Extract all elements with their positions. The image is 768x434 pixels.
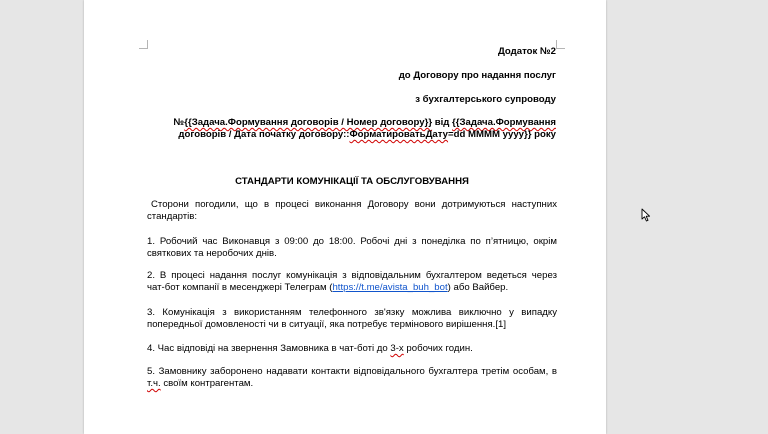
intro-line-2: стандартів: [147,211,198,222]
item-2-text-start: чат-бот компанії в месенджері Телеграм ( [147,282,333,293]
appendix-heading: Додаток №2 [497,46,556,57]
intro-text: Сторони погодили, що в процесі виконання Договору вони дотримуються наступних [151,199,557,210]
from-word: від [432,117,453,128]
document-title: СТАНДАРТИ КОМУНІКАЦІЇ ТА ОБСЛУГОВУВАННЯ [235,176,469,187]
contract-date-field-start: {{Задача.Формування [452,117,556,128]
contract-reference: до Договору про надання послуг [398,70,556,81]
item-5-line-1: 5. Замовнику заборонено надавати контакти відповідального бухгалтера третім особам, в [147,366,557,377]
item-2-line-2 [147,282,557,294]
document-page[interactable] [84,0,606,434]
margin-corner-top-right [556,40,565,49]
support-reference: з бухгалтерського супроводу [415,94,556,105]
item-3-line-2: попередньої домовленості чи в ситуації, яка потребує термінового вирішення.[1] [147,319,507,330]
telegram-bot-link[interactable]: https://t.me/avista_buh_bot [332,282,448,293]
year-word: року [531,129,556,140]
item-2-text-end: ) або Вайбер. [447,282,509,293]
number-prefix: № [173,117,185,128]
date-format-function: ФорматироватьДату [349,129,449,140]
item-4-line [147,343,557,355]
intro-line-1 [147,199,557,211]
item-4-text-start: 4. Час відповіді на звернення Замовника в чат-боті до [147,343,391,354]
margin-corner-top-left [139,40,148,49]
contract-date-line [178,129,556,141]
item-5-line-2 [147,378,557,390]
contract-number-line [174,117,556,129]
item-4-text-end: робочих годин. [403,343,473,354]
item-2-line-1: 2. В процесі надання послуг комунікація з відповідальним бухгалтером ведеться через [147,270,557,281]
item-5-abbreviation: т.ч. [147,378,161,389]
contract-date-field-middle: договорів / Дата початку договору:: [178,129,350,140]
item-3-line-1: 3. Комунікація з використанням телефонного зв'язку можлива виключно у випадку [147,307,557,318]
item-4-hours: 3-х [390,343,404,354]
mouse-pointer-icon [641,208,651,222]
item-1-line-1: 1. Робочий час Виконавця з 09:00 до 18:00. Робочі дні з понеділка по п’ятницю, окрім [147,236,557,247]
item-1-line-2: святкових та неробочих днів. [147,248,277,259]
item-5-text-end: своїм контрагентам. [160,378,254,389]
contract-number-field: {{Задача.Формування договорів / Номер договору}} [184,117,433,128]
date-format-pattern: =dd MMMM yyyy}} [448,129,532,140]
